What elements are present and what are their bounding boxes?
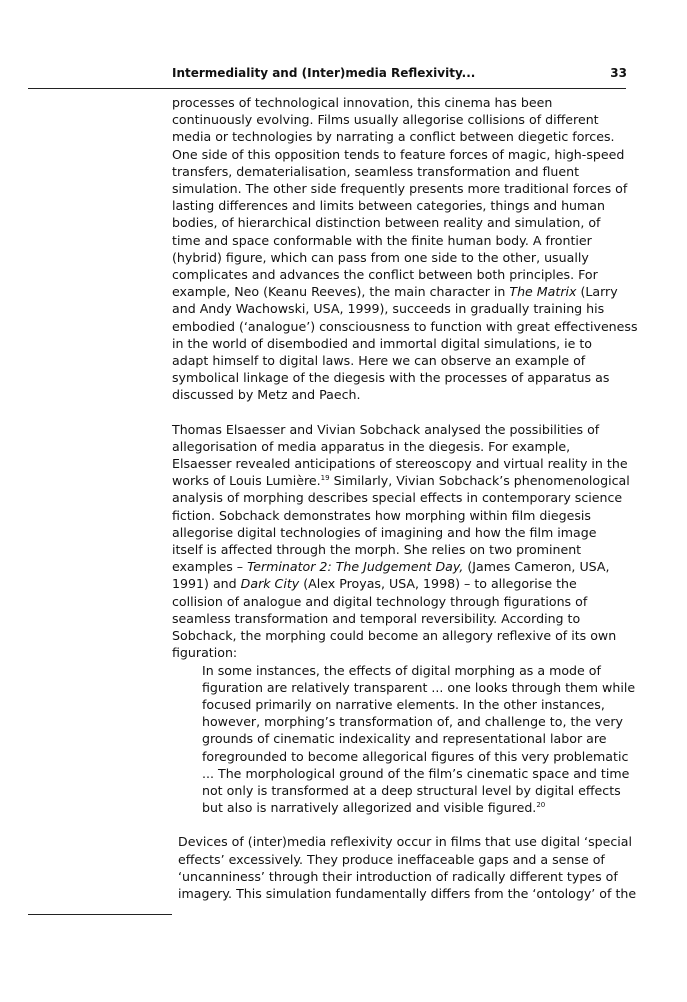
- text-run: (Larry: [576, 284, 618, 300]
- text-run: 1991) and: [172, 576, 241, 592]
- quote-line: figuration are relatively transparent ... one looks through them while: [202, 679, 636, 695]
- text-line: adapt himself to digital laws. Here we can observe an example of: [172, 353, 586, 369]
- footnote-ref: 20: [536, 800, 546, 809]
- text-run: (James Cameron, USA,: [463, 559, 610, 575]
- quote-line: [202, 799, 634, 816]
- running-head-title: Intermediality and (Inter)media Reflexivity...: [172, 66, 476, 80]
- text-line: Thomas Elsaesser and Vivian Sobchack analysed the possibilities of: [172, 421, 600, 437]
- text-line: analysis of morphing describes special effects in contemporary science: [172, 490, 623, 506]
- block-quote: [202, 662, 634, 817]
- text-line: processes of technological innovation, this cinema has been: [172, 95, 553, 110]
- quote-line: grounds of cinematic indexicality and representational labor are: [202, 731, 607, 747]
- text-line: and Andy Wachowski, USA, 1999), succeeds in gradually training his: [172, 301, 605, 317]
- text-line: One side of this opposition tends to feature forces of magic, high-speed: [172, 146, 625, 162]
- text-line: transfers, dematerialisation, seamless transformation and fluent: [172, 163, 580, 179]
- film-title: The Matrix: [509, 284, 577, 300]
- text-line: bodies, of hierarchical distinction between reality and simulation, of: [172, 215, 601, 231]
- film-title: Terminator 2: The Judgement Day,: [247, 559, 464, 575]
- film-title: Dark City: [240, 576, 300, 592]
- paragraph-2: [172, 421, 634, 662]
- text-line: [172, 472, 634, 489]
- text-run: example, Neo (Keanu Reeves), the main character in: [172, 284, 510, 300]
- text-run: Similarly, Vivian Sobchack’s phenomenological: [329, 473, 630, 489]
- text-line: [172, 558, 634, 575]
- quote-line: not only is transformed at a deep structural level by digital effects: [202, 782, 621, 798]
- text-line: imagery. This simulation fundamentally differs from the ‘ontology’ of the: [178, 885, 637, 901]
- text-line: allegorise digital technologies of imagining and how the film image: [172, 524, 597, 540]
- paragraph-3: [178, 833, 637, 902]
- text-line: allegorisation of media apparatus in the diegesis. For example,: [172, 438, 571, 454]
- paragraph-1: [172, 94, 638, 404]
- text-line: effects’ excessively. They produce ineffaceable gaps and a sense of: [178, 851, 605, 867]
- quote-line: however, morphing’s transformation of, and challenge to, the very: [202, 714, 623, 730]
- quote-line: In some instances, the effects of digital morphing as a mode of: [202, 662, 601, 678]
- paragraph-gap: [172, 404, 634, 421]
- text-run: works of Louis Lumière.: [172, 473, 321, 489]
- text-line: discussed by Metz and Paech.: [172, 387, 361, 403]
- text-line: fiction. Sobchack demonstrates how morphing within film diegesis: [172, 507, 591, 523]
- quote-line: foregrounded to become allegorical figures of this very problematic: [202, 748, 629, 764]
- text-line: symbolical linkage of the diegesis with the processes of apparatus as: [172, 370, 610, 386]
- text-line: media or technologies by narrating a conflict between diegetic forces.: [172, 129, 615, 145]
- text-line: in the world of disembodied and immortal digital simulations, ie to: [172, 335, 593, 351]
- header-rule: [28, 88, 626, 89]
- text-line: complicates and advances the conflict between both principles. For: [172, 267, 598, 283]
- text-line: time and space conformable with the finite human body. A frontier: [172, 232, 592, 248]
- body-text: [172, 94, 638, 902]
- footnote-rule: [28, 914, 172, 915]
- paragraph-gap: [172, 816, 634, 833]
- text-line: figuration:: [172, 645, 238, 661]
- text-line: lasting differences and limits between categories, things and human: [172, 198, 606, 214]
- text-line: seamless transformation and temporal reversibility. According to: [172, 610, 581, 626]
- text-line: Sobchack, the morphing could become an allegory reflexive of its own: [172, 628, 617, 644]
- text-line: ‘uncanniness’ through their introduction of radically different types of: [178, 868, 618, 884]
- text-line: continuously evolving. Films usually allegorise collisions of different: [172, 112, 599, 128]
- page-number: 33: [610, 66, 627, 80]
- text-run: examples –: [172, 559, 248, 575]
- text-line: [172, 283, 634, 300]
- text-line: Devices of (inter)media reflexivity occur in films that use digital ‘special: [178, 834, 633, 850]
- quote-line: ... The morphological ground of the film’s cinematic space and time: [202, 765, 630, 781]
- text-run: but also is narratively allegorized and visible figured.: [202, 800, 537, 816]
- text-line: [172, 575, 634, 592]
- text-line: collision of analogue and digital technology through figurations of: [172, 593, 588, 609]
- footnote-ref: 19: [320, 474, 330, 483]
- text-line: embodied (‘analogue’) consciousness to function with great effectiveness: [172, 318, 638, 334]
- text-line: itself is affected through the morph. She relies on two prominent: [172, 542, 582, 558]
- quote-line: focused primarily on narrative elements. In the other instances,: [202, 696, 605, 712]
- text-line: simulation. The other side frequently presents more traditional forces of: [172, 181, 628, 197]
- text-line: Elsaesser revealed anticipations of stereoscopy and virtual reality in the: [172, 456, 628, 472]
- text-run: (Alex Proyas, USA, 1998) – to allegorise the: [299, 576, 577, 592]
- text-line: (hybrid) figure, which can pass from one side to the other, usually: [172, 249, 589, 265]
